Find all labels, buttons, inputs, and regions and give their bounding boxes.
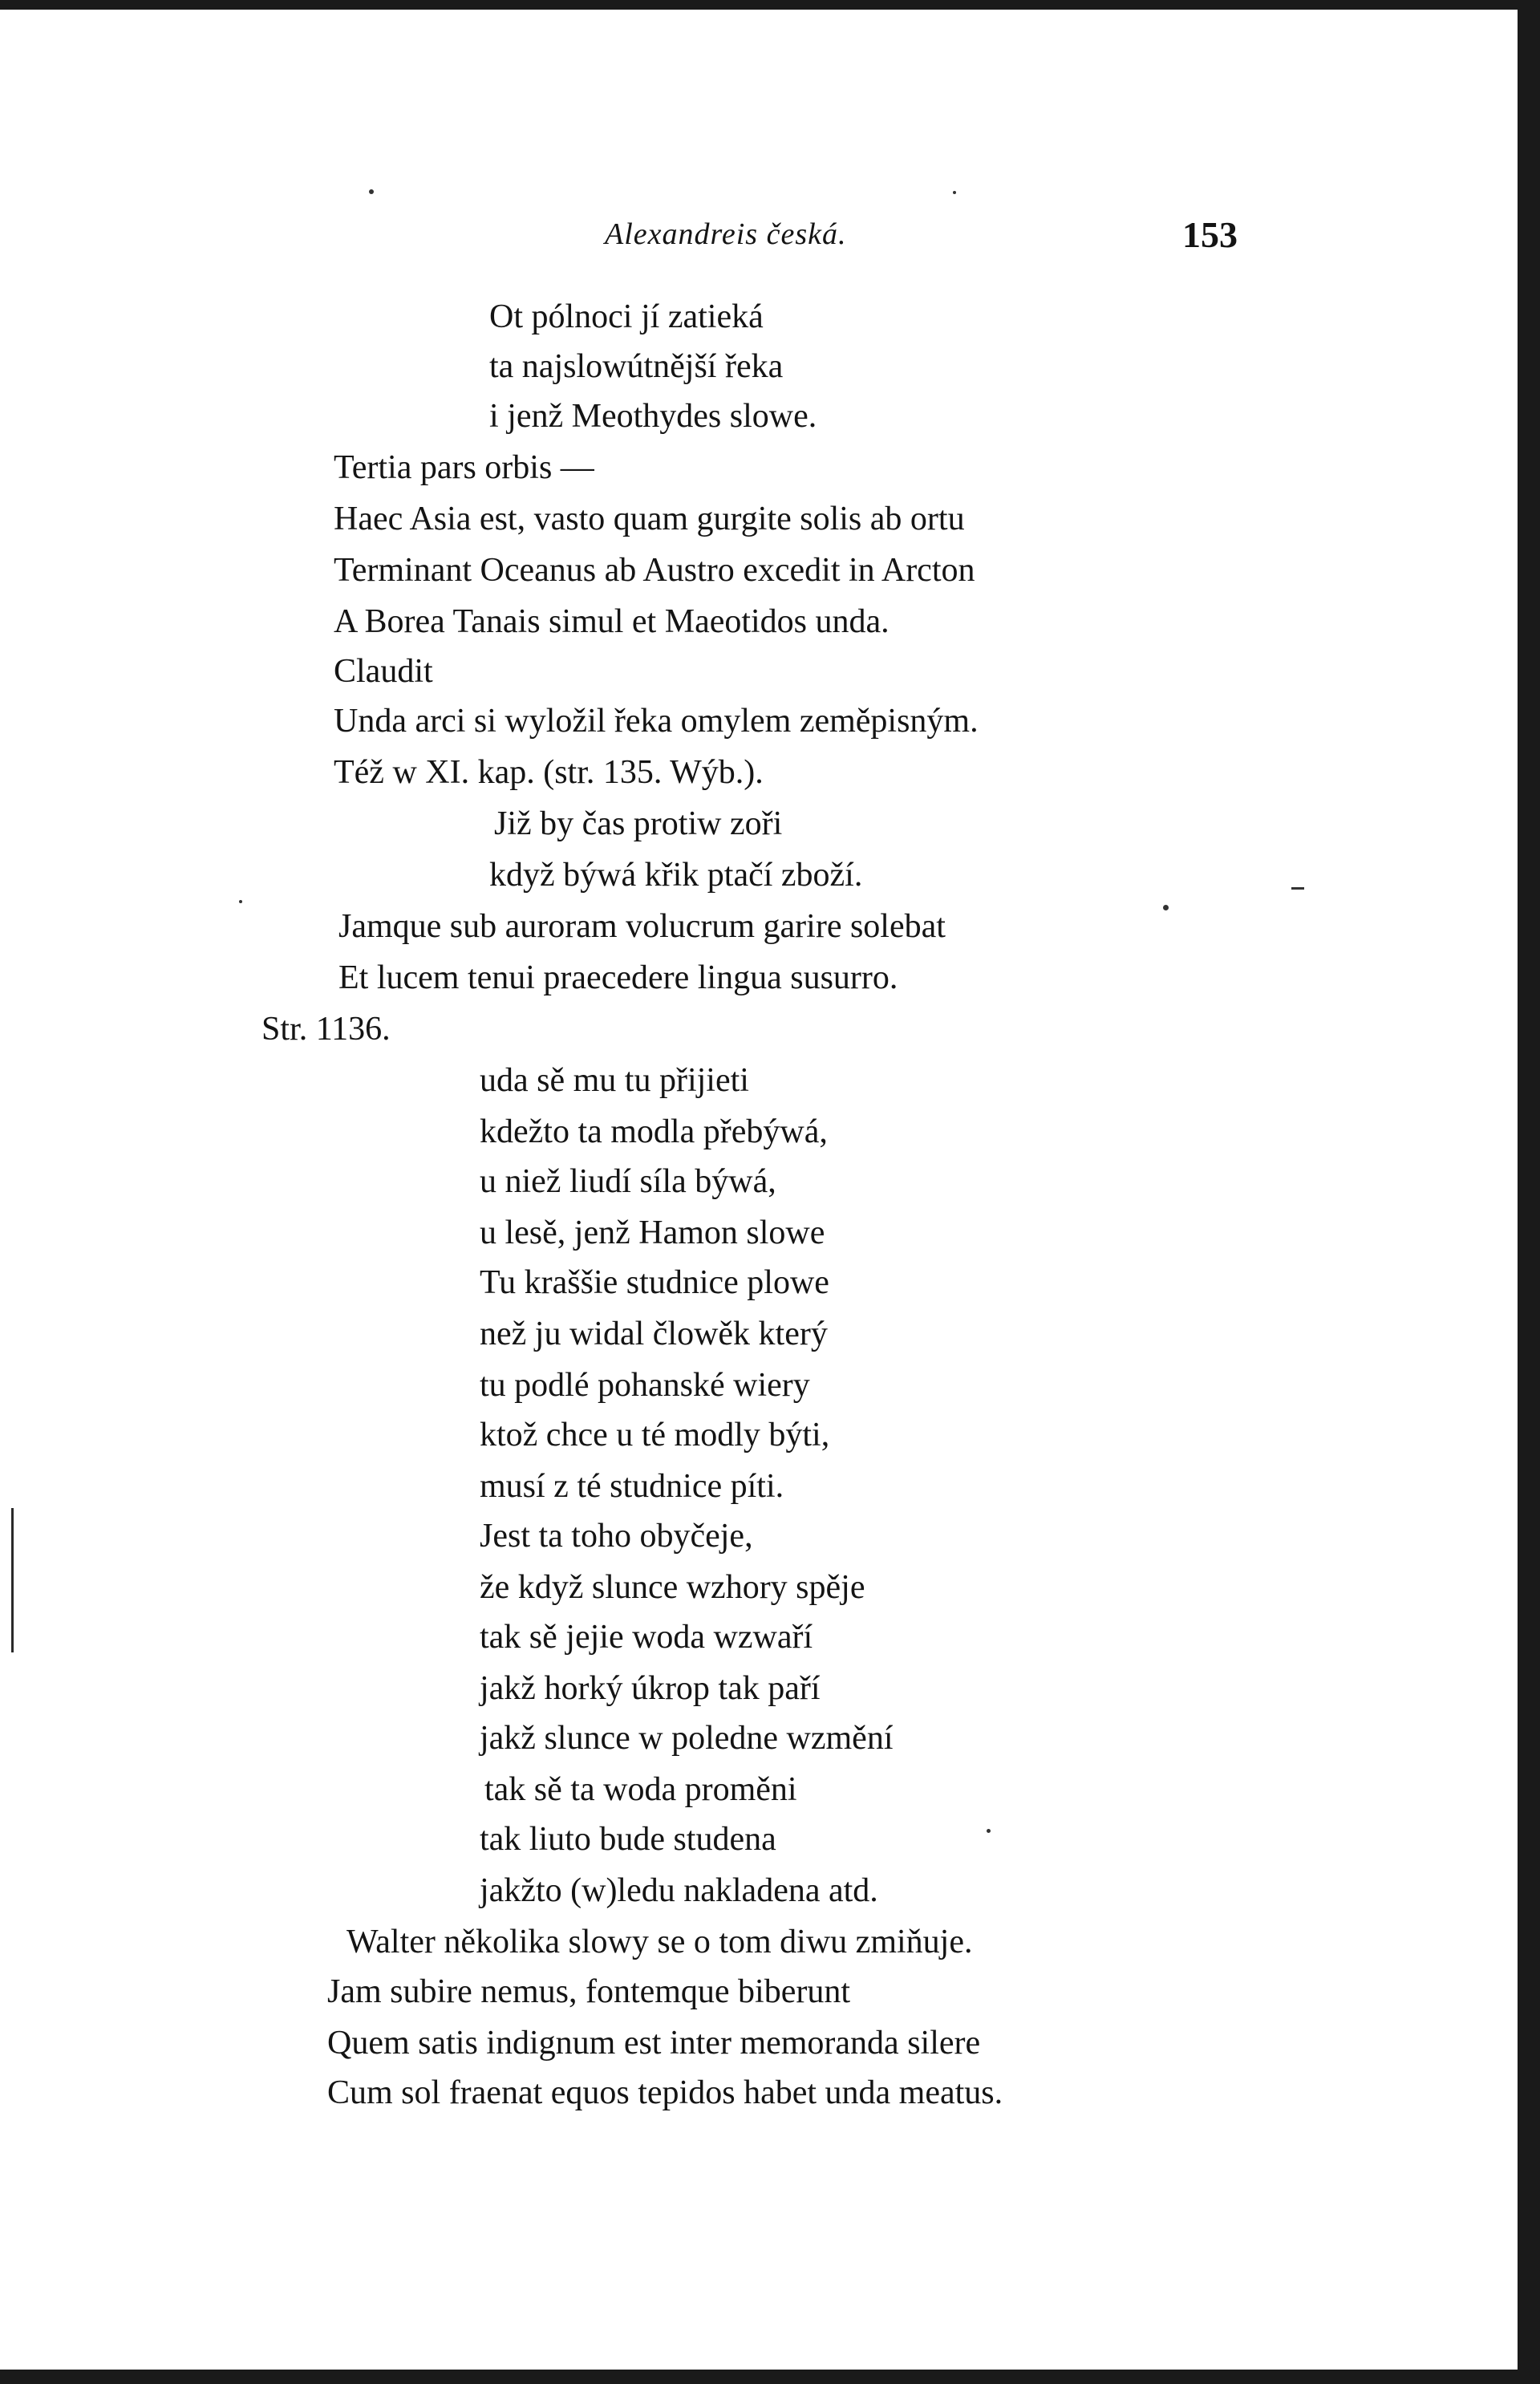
- text-line: jakž horký úkrop tak paří: [480, 1670, 821, 1707]
- text-line: i jenž Meothydes slowe.: [489, 398, 817, 435]
- text-line: tak sě jejie woda wzwaří: [480, 1619, 813, 1656]
- text-line: ktož chce u té modly býti,: [480, 1417, 830, 1454]
- scan-edge-top: [0, 0, 1540, 10]
- page-number: 153: [1182, 214, 1238, 255]
- text-line: Cum sol fraenat equos tepidos habet unda meatus.: [327, 2074, 1003, 2111]
- scan-speck: [239, 900, 242, 903]
- text-line: že když slunce wzhory spěje: [480, 1569, 865, 1606]
- scan-speck: [1291, 887, 1304, 890]
- text-line: Ot pólnoci jí zatieká: [489, 298, 764, 335]
- text-line: Unda arci si wyložil řeka omylem zeměpisným.: [334, 703, 979, 740]
- text-line: ta najslowútnější řeka: [489, 348, 784, 385]
- text-line: Jamque sub auroram volucrum garire solebat: [338, 908, 946, 945]
- scan-speck: [987, 1829, 991, 1833]
- text-line: Tertia pars orbis —: [334, 449, 594, 486]
- text-line: Haec Asia est, vasto quam gurgite solis ab ortu: [334, 501, 965, 537]
- scan-speck: [953, 191, 956, 194]
- text-line: u lesě, jenž Hamon slowe: [480, 1214, 825, 1251]
- text-line: tak sě ta woda proměni: [484, 1771, 797, 1808]
- text-line: Jam subire nemus, fontemque biberunt: [327, 1973, 851, 2010]
- text-line: musí z té studnice píti.: [480, 1468, 784, 1505]
- text-line: Str. 1136.: [261, 1011, 391, 1048]
- text-line: když býwá křik ptačí zboží.: [489, 857, 863, 894]
- text-line: Terminant Oceanus ab Austro excedit in Arcton: [334, 552, 975, 589]
- text-line: Claudit: [334, 653, 433, 690]
- text-line: tak liuto bude studena: [480, 1821, 776, 1858]
- text-line: Jest ta toho obyčeje,: [480, 1518, 753, 1555]
- text-line: u niež liudí síla býwá,: [480, 1163, 776, 1200]
- scan-speck: [1163, 905, 1169, 910]
- text-line: kdežto ta modla přebýwá,: [480, 1113, 828, 1150]
- text-line: Quem satis indignum est inter memoranda silere: [327, 2025, 981, 2062]
- text-line: Tu kraššie studnice plowe: [480, 1264, 829, 1301]
- text-line: jakž slunce w poledne wzmění: [480, 1720, 894, 1757]
- text-line: uda sě mu tu přijieti: [480, 1062, 749, 1099]
- text-line: Et lucem tenui praecedere lingua susurro.: [338, 959, 898, 996]
- running-title: Alexandreis česká.: [605, 217, 847, 251]
- scan-edge-left-mark: [11, 1508, 14, 1652]
- text-line: tu podlé pohanské wiery: [480, 1367, 810, 1404]
- text-line: Též w XI. kap. (str. 135. Wýb.).: [334, 754, 764, 791]
- scan-speck: [369, 189, 374, 194]
- text-line: než ju widal člowěk který: [480, 1316, 828, 1352]
- text-line: jakžto (w)ledu nakladena atd.: [480, 1872, 878, 1909]
- text-line: A Borea Tanais simul et Maeotidos unda.: [334, 603, 890, 640]
- scan-edge-right: [1518, 0, 1540, 2384]
- scan-edge-bottom: [0, 2370, 1540, 2384]
- text-line: Walter několika slowy se o tom diwu zmiňuje.: [346, 1924, 973, 1960]
- text-line: Již by čas protiw zoři: [494, 805, 783, 842]
